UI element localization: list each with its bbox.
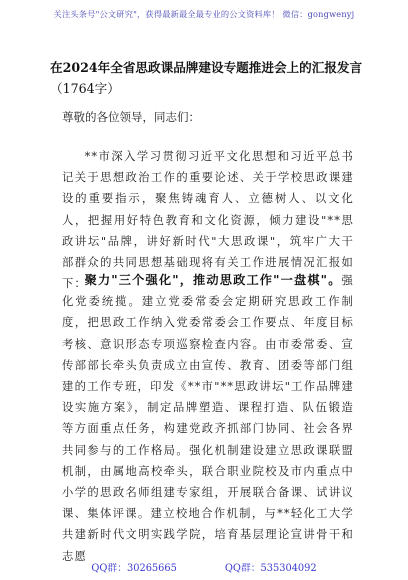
banner-text: 关注头条号"公文研究"，获得最新最全最专业的公文资料库！ 微信：gongwenyj — [53, 8, 355, 19]
word-count: （1764字） — [50, 81, 120, 96]
top-banner — [0, 0, 408, 28]
title-text: 在2024年全省思政课品牌建设专题推进会上的汇报发言 — [50, 60, 363, 75]
qq-group-1: QQ群：30265665 — [91, 563, 177, 574]
qq-group-2: QQ群：535304092 — [224, 563, 317, 574]
paragraph-section-one — [62, 270, 354, 567]
salutation: 尊敬的各位领导，同志们： — [62, 110, 200, 124]
section-body: 强化党委统揽。建立党委常委会定期研究思政工作制度，把思政工作纳入党委常委会工作要点、年度目标考核、意识形态专项巡察检查内容。由市委常委、宣传部部长牵头负责成立由宣传、教育、团委等部门组建的工作专班，印发《**市"**思政讲坛"工作品牌建设实施方案》，制定品牌塑造、课程打造、队伍锻造等方面重点任务，构建党政齐抓部门协同、社会各界共同参与的工作格局。强化机制建设建立思政课联盟机制，由属地高校牵头，联合职业院校及市内重点中小学的思政名师组建专家组，开展联合备课、试讲议课、集体评课。建立校地合作机制，与**轻化工大学共建新时代文明实践学院，培育基层理论宣讲骨干和志愿 — [62, 274, 354, 563]
section-heading: 聚力"三个强化"，推动思政工作"一盘棋"。 — [84, 273, 342, 287]
paragraph-intro: **市深入学习贯彻习近平文化思想和习近平总书记关于思想政治工作的重要论述、关于学校思政课建设的重要指示，聚焦铸魂育人、立德树人、以文化人，把握用好特色教育和文化资源，倾力建设"**思政讲坛"品牌，讲好新时代"大思政课"，筑牢广大干部群众的共同思想基础现将有关工作进展情况汇报如下： — [62, 150, 354, 291]
footer — [0, 556, 408, 578]
document-title — [50, 57, 380, 99]
